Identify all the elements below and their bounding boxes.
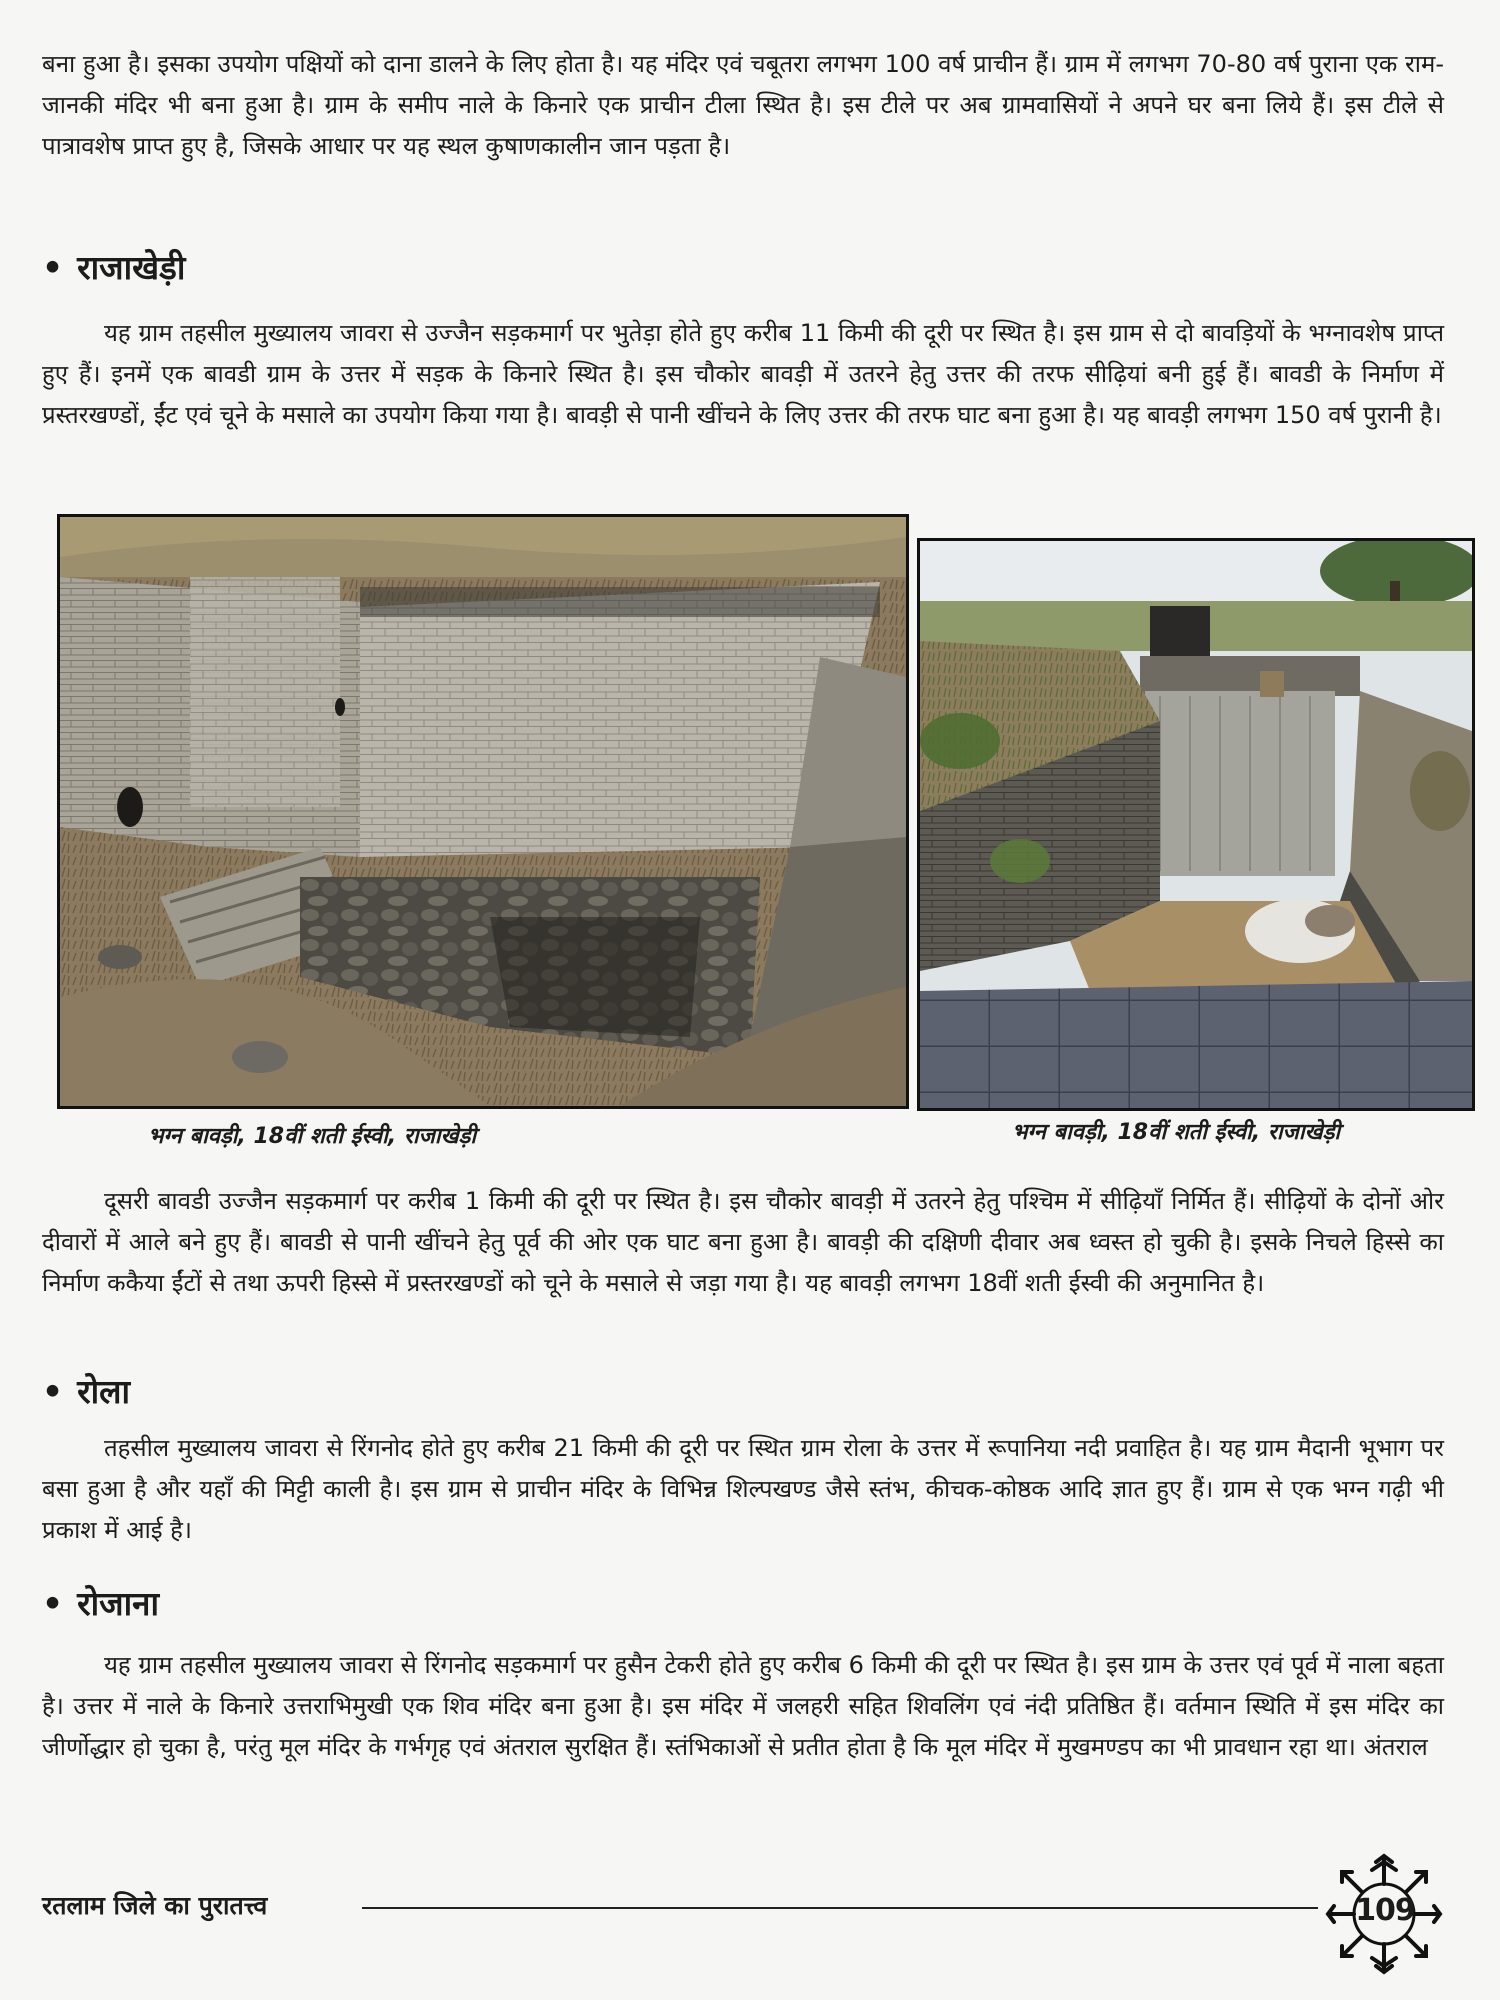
paragraph-rojana: यह ग्राम तहसील मुख्यालय जावरा से रिंगनोद सड़कमार्ग पर हुसैन टेकरी होते हुए करीब 6 किमी की दूरी पर स्थित है। इस ग्राम के उत्तर एवं पूर्व में नाला बहता है। उत्तर में नाले के किनारे उत्तराभिमुखी एक शिव मंदिर बना हुआ है। इस मंदिर में जलहरी सहित शिवलिंग एवं नंदी प्रतिष्ठित हैं। वर्तमान स्थिति में इस मंदिर का जीर्णोद्धार हो चुका है, परंतु मूल मंदिर के गर्भगृह एवं अंतराल सुरक्षित हैं। स्तंभिकाओं से प्रतीत होता है कि मूल मंदिर में मुखमण्डप का भी प्रावधान रहा था। अंतराल xyxy=(42,1651,1444,1761)
stepwell-left-image xyxy=(60,517,906,1106)
heading-rojana xyxy=(42,1582,159,1626)
photo-stepwell-right xyxy=(917,538,1475,1111)
heading-rajakhedi xyxy=(42,246,185,290)
paragraph-rola: तहसील मुख्यालय जावरा से रिंगनोद होते हुए करीब 21 किमी की दूरी पर स्थित ग्राम रोला के उत्तर में रूपानिया नदी प्रवाहित है। यह ग्राम मैदानी भूभाग पर बसा हुआ है और यहाँ की मिट्टी काली है। इस ग्राम से प्राचीन मंदिर के विभिन्न शिल्पखण्ड जैसे स्तंभ, कीचक-कोष्ठक आदि ज्ञात हुए हैं। ग्राम से एक भग्न गढ़ी भी प्रकाश में आई है। xyxy=(42,1434,1444,1544)
bullet-icon: • xyxy=(42,1372,64,1411)
heading-rajakhedi-text: राजाखेड़ी xyxy=(77,248,186,287)
caption-photo-right: भग्न बावड़ी, 18वीं शती ईस्वी, राजाखेड़ी xyxy=(1012,1120,1341,1145)
heading-rola-text: रोला xyxy=(77,1372,131,1411)
bullet-icon: • xyxy=(42,1584,64,1623)
bullet-icon: • xyxy=(42,248,64,287)
footer-book-title: रतलाम जिले का पुरातत्त्व xyxy=(42,1891,268,1920)
caption-photo-left: भग्न बावड़ी, 18वीं शती ईस्वी, राजाखेड़ी xyxy=(148,1124,477,1149)
paragraph-rajakhedi-2: दूसरी बावडी उज्जैन सड़कमार्ग पर करीब 1 किमी की दूरी पर स्थित है। इस चौकोर बावड़ी में उतरने हेतु पश्चिम में सीढ़ियाँ निर्मित हैं। सीढ़ियों के दोनों ओर दीवारों में आले बने हुए हैं। बावडी से पानी खींचने हेतु पूर्व की ओर एक घाट बना हुआ है। बावड़ी की दक्षिणी दीवार अब ध्वस्त हो चुकी है। इसके निचले हिस्से का निर्माण ककैया ईंटों से तथा ऊपरी हिस्से में प्रस्तरखण्डों को चूने के मसाले से जड़ा गया है। यह बावड़ी लगभग 18वीं शती ईस्वी की अनुमानित है। xyxy=(42,1187,1444,1297)
paragraph-rajakhedi-1: यह ग्राम तहसील मुख्यालय जावरा से उज्जैन सड़कमार्ग पर भुतेड़ा होते हुए करीब 11 किमी की दूरी पर स्थित है। इस ग्राम से दो बावड़ियों के भग्नावशेष प्राप्त हुए हैं। इनमें एक बावडी ग्राम के उत्तर में सड़क के किनारे स्थित है। इस चौकोर बावड़ी में उतरने हेतु उत्तर की तरफ सीढ़ियां बनी हुई हैं। बावडी के निर्माण में प्रस्तरखण्डों, ईंट एवं चूने के मसाले का उपयोग किया गया है। बावड़ी से पानी खींचने के लिए उत्तर की तरफ घाट बना हुआ है। यह बावड़ी लगभग 150 वर्ष पुरानी है। xyxy=(42,319,1444,429)
footer-rule xyxy=(362,1907,1318,1909)
heading-rojana-text: रोजाना xyxy=(77,1584,160,1623)
stepwell-right-image xyxy=(920,541,1472,1108)
page-number: 109 xyxy=(1355,1893,1415,1928)
heading-rola xyxy=(42,1370,130,1414)
photo-stepwell-left xyxy=(57,514,909,1109)
paragraph-intro: बना हुआ है। इसका उपयोग पक्षियों को दाना डालने के लिए होता है। यह मंदिर एवं चबूतरा लगभग 100 वर्ष प्राचीन हैं। ग्राम में लगभग 70-80 वर्ष पुराना एक राम-जानकी मंदिर भी बना हुआ है। ग्राम के समीप नाले के किनारे एक प्राचीन टीला स्थित है। इस टीले पर अब ग्रामवासियों ने अपने घर बना लिये हैं। इस टीले से पात्रावशेष प्राप्त हुए है, जिसके आधार पर यह स्थल कुषाणकालीन जान पड़ता है। xyxy=(42,50,1444,160)
